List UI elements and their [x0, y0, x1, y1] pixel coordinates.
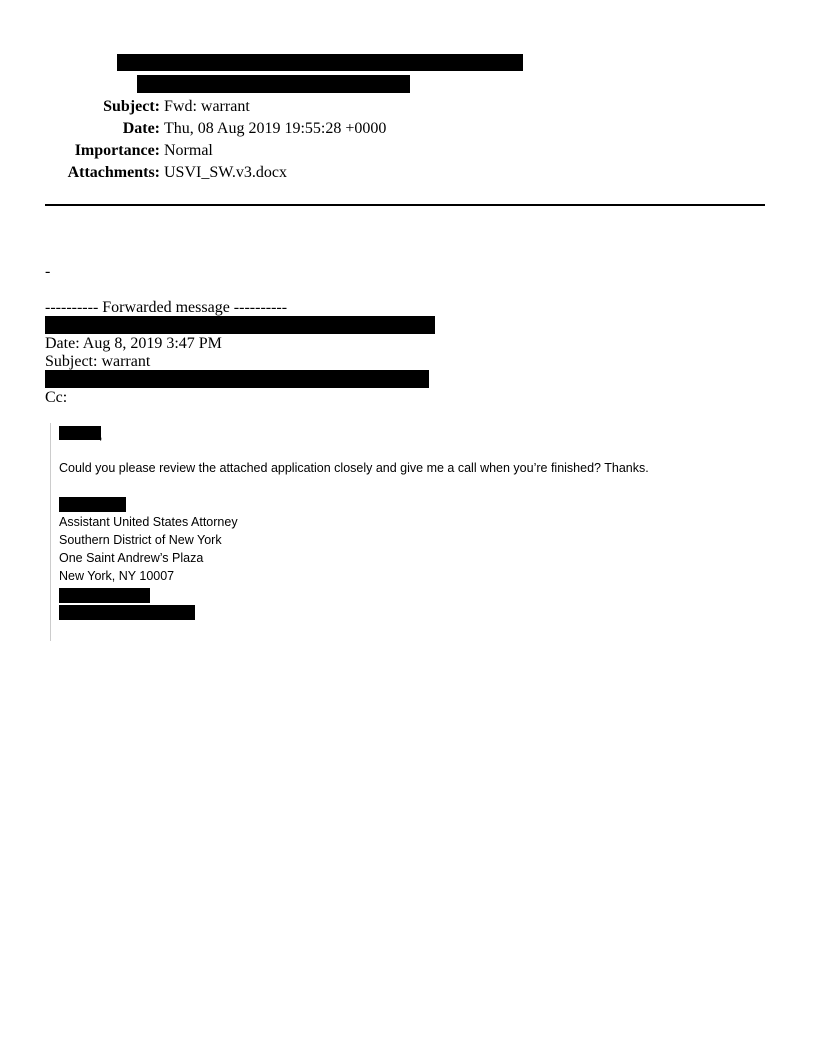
- quote-bar: [50, 423, 51, 641]
- importance-label: Importance:: [74, 142, 160, 159]
- attachments-label: Attachments:: [67, 164, 160, 181]
- subject-label: Subject:: [103, 98, 160, 115]
- signature-address-line1: One Saint Andrew’s Plaza: [59, 551, 204, 565]
- redacted-sender-name: [59, 497, 126, 512]
- salutation-comma: ,: [99, 428, 103, 442]
- signature-address-line2: New York, NY 10007: [59, 569, 175, 583]
- header-divider: [45, 204, 765, 206]
- forwarded-cc: Cc:: [45, 389, 68, 406]
- forwarded-subject: Subject: warrant: [45, 353, 151, 370]
- signature-title: Assistant United States Attorney: [59, 515, 238, 529]
- redacted-recipient-name: [59, 426, 101, 440]
- attachments-value[interactable]: USVI_SW.v3.docx: [164, 164, 287, 181]
- redacted-fwd-from: [45, 316, 435, 334]
- importance-value: Normal: [164, 142, 213, 159]
- redacted-fwd-to: [45, 370, 429, 388]
- date-value: Thu, 08 Aug 2019 19:55:28 +0000: [164, 120, 387, 137]
- forwarded-date: Date: Aug 8, 2019 3:47 PM: [45, 335, 222, 352]
- forwarded-message-line: ---------- Forwarded message ----------: [45, 299, 288, 316]
- message-text: Could you please review the attached application closely and give me a call when you’re finished? Thanks.: [59, 461, 649, 475]
- signature-office: Southern District of New York: [59, 533, 222, 547]
- date-label: Date:: [122, 120, 160, 137]
- redacted-to-line: [137, 75, 410, 93]
- redacted-email: [59, 605, 195, 620]
- dash-line: -: [45, 263, 51, 280]
- redacted-from-line: [117, 54, 523, 71]
- subject-value: Fwd: warrant: [164, 98, 250, 115]
- redacted-phone: [59, 588, 150, 603]
